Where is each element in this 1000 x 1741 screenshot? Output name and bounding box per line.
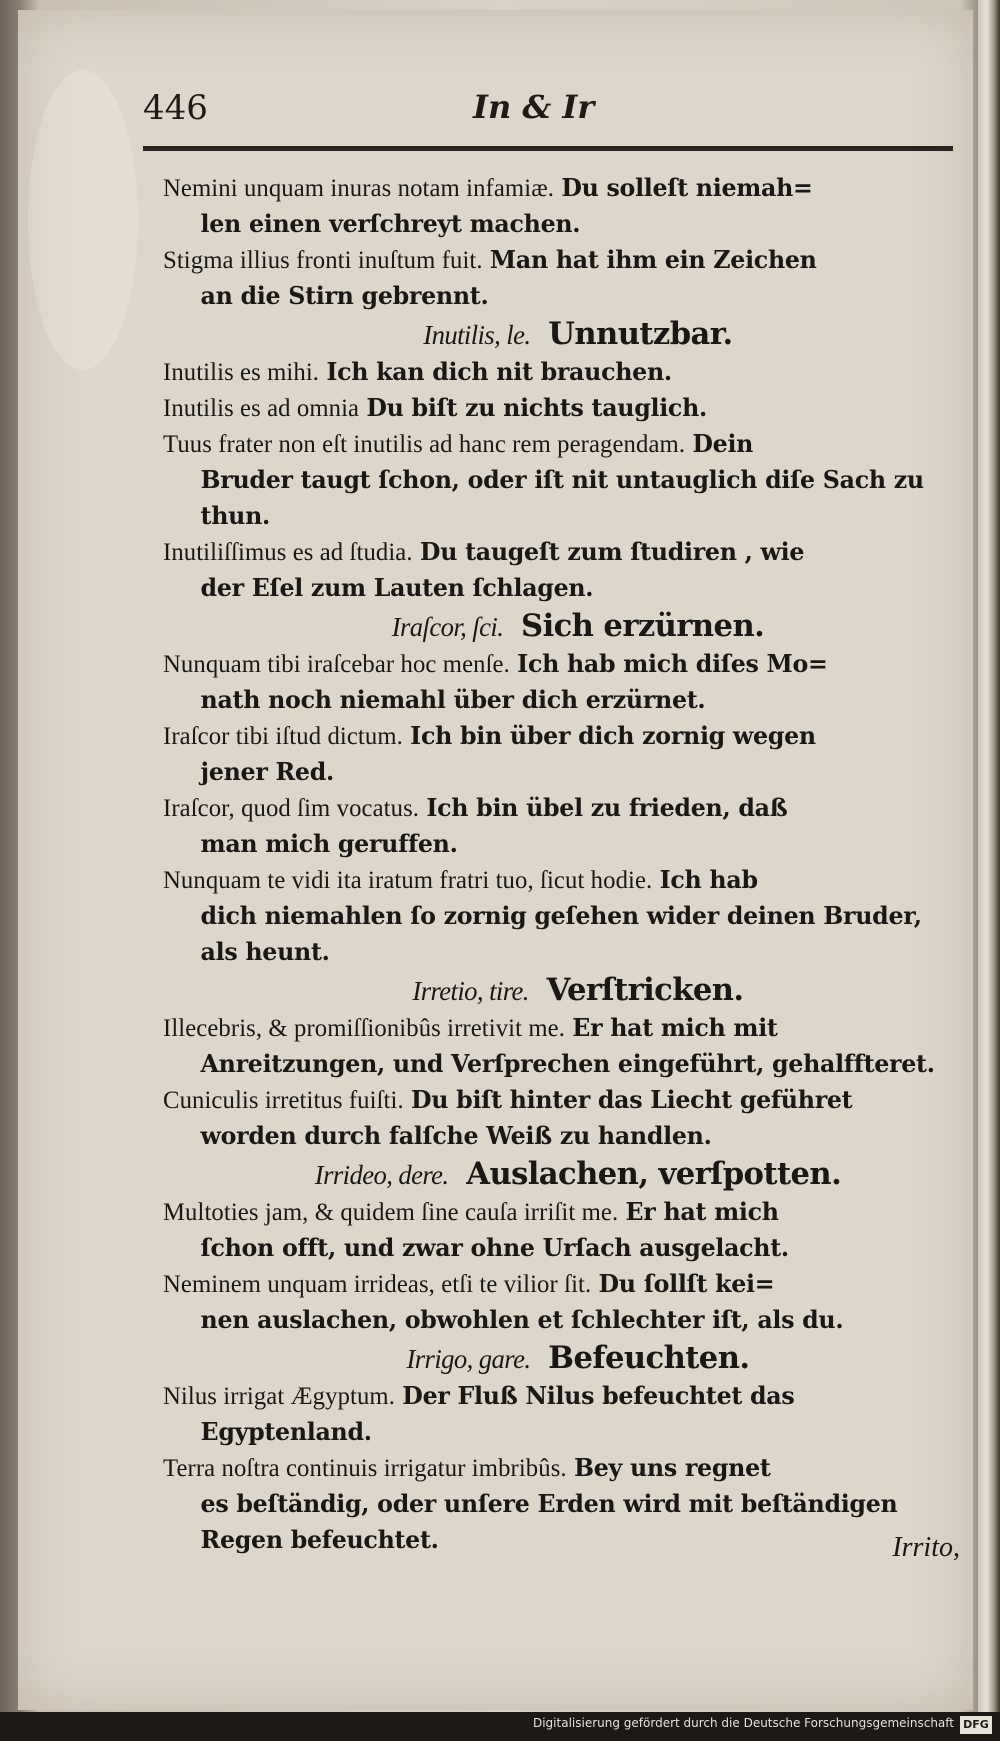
entry-heading xyxy=(163,314,953,354)
heading-latin: Inutilis, le. xyxy=(423,320,531,350)
latin-phrase: Stigma illius fronti inuſtum fuit. xyxy=(163,247,483,274)
example-line xyxy=(163,354,953,390)
latin-phrase: Terra noſtra continuis irrigatur imbribûs. xyxy=(163,1455,567,1482)
german-translation: thun. xyxy=(200,501,270,530)
heading-german: Sich erzürnen. xyxy=(521,608,765,644)
example-line xyxy=(163,1194,953,1230)
example-line xyxy=(163,790,953,826)
german-translation: nen auslachen, obwohlen et ſchlechter iſt, als du. xyxy=(200,1305,844,1334)
german-translation: Man hat ihm ein Zeichen xyxy=(489,245,817,274)
continuation-line xyxy=(163,1522,953,1558)
example-line xyxy=(163,390,953,426)
running-head: In & Ir xyxy=(473,88,595,126)
german-translation: Du ſollſt kei= xyxy=(598,1269,775,1298)
heading-german: Auslachen, verſpotten. xyxy=(466,1156,842,1192)
example-line xyxy=(163,862,953,898)
continuation-line xyxy=(163,570,953,606)
german-translation: dich niemahlen ſo zornig geſehen wider deinen Bruder, xyxy=(200,901,922,930)
dfg-logo: DFG xyxy=(960,1716,992,1734)
german-translation: Du biſt hinter das Liecht geführet xyxy=(411,1085,853,1114)
latin-phrase: Inutilis es mihi. xyxy=(163,359,320,386)
continuation-line xyxy=(163,1302,953,1338)
continuation-line xyxy=(163,682,953,718)
german-translation: Bruder taugt ſchon, oder iſt nit untauglich diſe Sach zu xyxy=(200,465,924,494)
german-translation: Er hat mich xyxy=(625,1197,779,1226)
heading-latin: Irrigo, gare. xyxy=(406,1344,531,1374)
german-translation: an die Stirn gebrennt. xyxy=(200,281,489,310)
catchword: Irrito, xyxy=(892,1532,960,1563)
german-translation: jener Red. xyxy=(200,757,334,786)
dictionary-text xyxy=(163,170,963,1558)
example-line xyxy=(163,426,953,462)
german-translation: Ich hab mich diſes Mo= xyxy=(517,649,828,678)
german-translation: nath noch niemahl über dich erzürnet. xyxy=(200,685,706,714)
continuation-line xyxy=(163,1230,953,1266)
latin-phrase: Inutilis es ad omnia xyxy=(163,395,360,422)
latin-phrase: Nemini unquam inuras notam infamiæ. xyxy=(163,175,555,202)
german-translation: worden durch falſche Weiß zu handlen. xyxy=(200,1121,712,1150)
german-translation: Er hat mich mit xyxy=(572,1013,778,1042)
entry-heading xyxy=(163,1338,953,1378)
footer-credit: Digitalisierung gefördert durch die Deutsche Forschungsgemeinschaft xyxy=(532,1716,954,1730)
example-line xyxy=(163,1378,953,1414)
latin-phrase: Multoties jam, & quidem ſine cauſa irriſit me. xyxy=(163,1199,619,1226)
latin-phrase: Illecebris, & promiſſionibûs irretivit me. xyxy=(163,1015,566,1042)
entry-heading xyxy=(163,970,953,1010)
german-translation: Dein xyxy=(692,429,754,458)
german-translation: Du taugeſt zum ſtudiren , wie xyxy=(419,537,805,566)
latin-phrase: Nunquam te vidi ita iratum fratri tuo, ſicut hodie. xyxy=(163,867,653,894)
german-translation: Der Fluß Nilus befeuchtet das xyxy=(402,1381,795,1410)
german-translation: Ich bin übel zu frieden, daß xyxy=(426,793,788,822)
german-translation: der Eſel zum Lauten ſchlagen. xyxy=(200,573,594,602)
latin-phrase: Iraſcor tibi iſtud dictum. xyxy=(163,723,403,750)
german-translation: Du solleſt niemah= xyxy=(561,173,813,202)
continuation-line xyxy=(163,754,953,790)
continuation-line xyxy=(163,462,953,498)
continuation-line xyxy=(163,498,953,534)
continuation-line xyxy=(163,1414,953,1450)
page-number: 446 xyxy=(143,88,208,128)
paper-stain xyxy=(28,70,138,370)
heading-latin: Iraſcor, ſci. xyxy=(391,612,504,642)
latin-phrase: Nilus irrigat Ægyptum. xyxy=(163,1383,396,1410)
continuation-line xyxy=(163,826,953,862)
entry-heading xyxy=(163,606,953,646)
latin-phrase: Inutiliſſimus es ad ſtudia. xyxy=(163,539,413,566)
continuation-line xyxy=(163,278,953,314)
german-translation: Ich bin über dich zornig wegen xyxy=(410,721,816,750)
page-header xyxy=(143,88,958,138)
continuation-line xyxy=(163,934,953,970)
latin-phrase: Cuniculis irretitus fuiſti. xyxy=(163,1087,404,1114)
page-edge xyxy=(978,0,1000,1741)
german-translation: es beſtändig, oder unſere Erden wird mit beſtändigen xyxy=(200,1489,898,1518)
continuation-line xyxy=(163,1486,953,1522)
continuation-line xyxy=(163,1046,953,1082)
continuation-line xyxy=(163,898,953,934)
german-translation: ſchon offt, und zwar ohne Urſach ausgelacht. xyxy=(200,1233,789,1262)
example-line xyxy=(163,1450,953,1486)
example-line xyxy=(163,1266,953,1302)
entry-heading xyxy=(163,1154,953,1194)
continuation-line xyxy=(163,206,953,242)
heading-german: Befeuchten. xyxy=(548,1340,750,1376)
latin-phrase: Iraſcor, quod ſim vocatus. xyxy=(163,795,420,822)
heading-latin: Irretio, tire. xyxy=(412,976,529,1006)
german-translation: Anreitzungen, und Verſprechen eingeführt, gehalffteret. xyxy=(200,1049,935,1078)
header-rule xyxy=(143,146,953,151)
german-translation: als heunt. xyxy=(200,937,330,966)
german-translation: Du biſt zu nichts tauglich. xyxy=(366,393,707,422)
example-line xyxy=(163,646,953,682)
german-translation: Ich kan dich nit brauchen. xyxy=(326,357,672,386)
example-line xyxy=(163,170,953,206)
german-translation: man mich geruffen. xyxy=(200,829,458,858)
german-translation: Regen befeuchtet. xyxy=(200,1525,439,1554)
german-translation: len einen verſchreyt machen. xyxy=(200,209,581,238)
example-line xyxy=(163,1010,953,1046)
example-line xyxy=(163,242,953,278)
latin-phrase: Nunquam tibi iraſcebar hoc menſe. xyxy=(163,651,510,678)
example-line xyxy=(163,1082,953,1118)
heading-german: Verſtricken. xyxy=(546,972,744,1008)
latin-phrase: Neminem unquam irrideas, etſi te vilior ſit. xyxy=(163,1271,592,1298)
german-translation: Ich hab xyxy=(659,865,758,894)
continuation-line xyxy=(163,1118,953,1154)
german-translation: Egyptenland. xyxy=(200,1417,372,1446)
example-line xyxy=(163,718,953,754)
heading-latin: Irrideo, dere. xyxy=(314,1160,449,1190)
example-line xyxy=(163,534,953,570)
latin-phrase: Tuus frater non eſt inutilis ad hanc rem peragendam. xyxy=(163,431,686,458)
heading-german: Unnutzbar. xyxy=(548,316,733,352)
german-translation: Bey uns regnet xyxy=(573,1453,771,1482)
